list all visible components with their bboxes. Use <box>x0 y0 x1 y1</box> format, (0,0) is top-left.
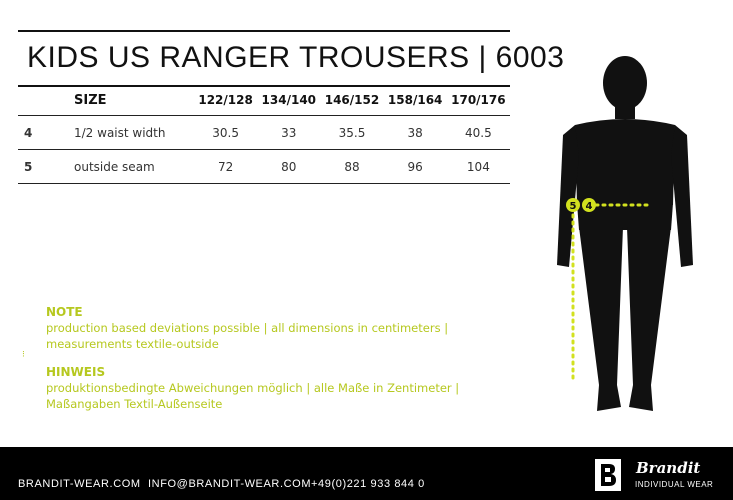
cell-value: 38 <box>384 116 447 150</box>
hinweis-block <box>46 364 459 412</box>
cell-value: 104 <box>447 150 510 184</box>
brandit-logo-icon <box>595 459 621 491</box>
footer-email[interactable]: INFO@BRANDIT-WEAR.COM <box>148 478 312 490</box>
footer-website[interactable]: BRANDIT-WEAR.COM <box>18 478 141 490</box>
child-silhouette-figure <box>545 55 705 420</box>
row-label: outside seam <box>74 150 194 184</box>
size-col-2: 134/140 <box>257 85 320 116</box>
brand-subtitle: INDIVIDUAL WEAR <box>635 480 714 489</box>
title-block <box>18 30 565 87</box>
cell-value: 35.5 <box>320 116 383 150</box>
page-title: KIDS US RANGER TROUSERS | 6003 <box>27 41 565 74</box>
footer-bar <box>0 447 733 500</box>
note-heading: NOTE <box>46 305 83 319</box>
hinweis-line-1: produktionsbedingte Abweichungen möglich | alle Maße in Zentimeter | <box>46 381 460 395</box>
size-col-5: 170/176 <box>447 85 510 116</box>
table-row <box>18 150 510 184</box>
cell-value: 96 <box>384 150 447 184</box>
silhouette-icon <box>557 56 693 411</box>
size-table-header-row <box>18 85 510 116</box>
title-top-rule <box>18 30 510 32</box>
note-line-2: measurements textile-outside <box>46 337 219 351</box>
size-col-4: 158/164 <box>384 85 447 116</box>
margin-mark-icon: ⁝ <box>22 350 25 360</box>
cell-value: 40.5 <box>447 116 510 150</box>
cell-value: 88 <box>320 150 383 184</box>
cell-value: 72 <box>194 150 257 184</box>
marker-5-label: 5 <box>569 201 577 212</box>
note-line-1: production based deviations possible | all dimensions in centimeters | <box>46 321 449 335</box>
brand-wordmark: Brandit <box>636 459 701 477</box>
note-block <box>46 304 448 352</box>
row-number: 4 <box>18 116 74 150</box>
cell-value: 80 <box>257 150 320 184</box>
hinweis-line-2: Maßangaben Textil-Außenseite <box>46 397 223 411</box>
footer-phone: +49(0)221 933 844 0 <box>311 478 425 490</box>
size-header: SIZE <box>74 85 194 116</box>
cell-value: 33 <box>257 116 320 150</box>
size-table <box>18 85 510 184</box>
hinweis-heading: HINWEIS <box>46 365 106 379</box>
size-col-1: 122/128 <box>194 85 257 116</box>
table-row <box>18 116 510 150</box>
header-num-cell <box>18 85 74 116</box>
size-col-3: 146/152 <box>320 85 383 116</box>
row-label: 1/2 waist width <box>74 116 194 150</box>
cell-value: 30.5 <box>194 116 257 150</box>
row-number: 5 <box>18 150 74 184</box>
marker-4-label: 4 <box>585 201 593 212</box>
